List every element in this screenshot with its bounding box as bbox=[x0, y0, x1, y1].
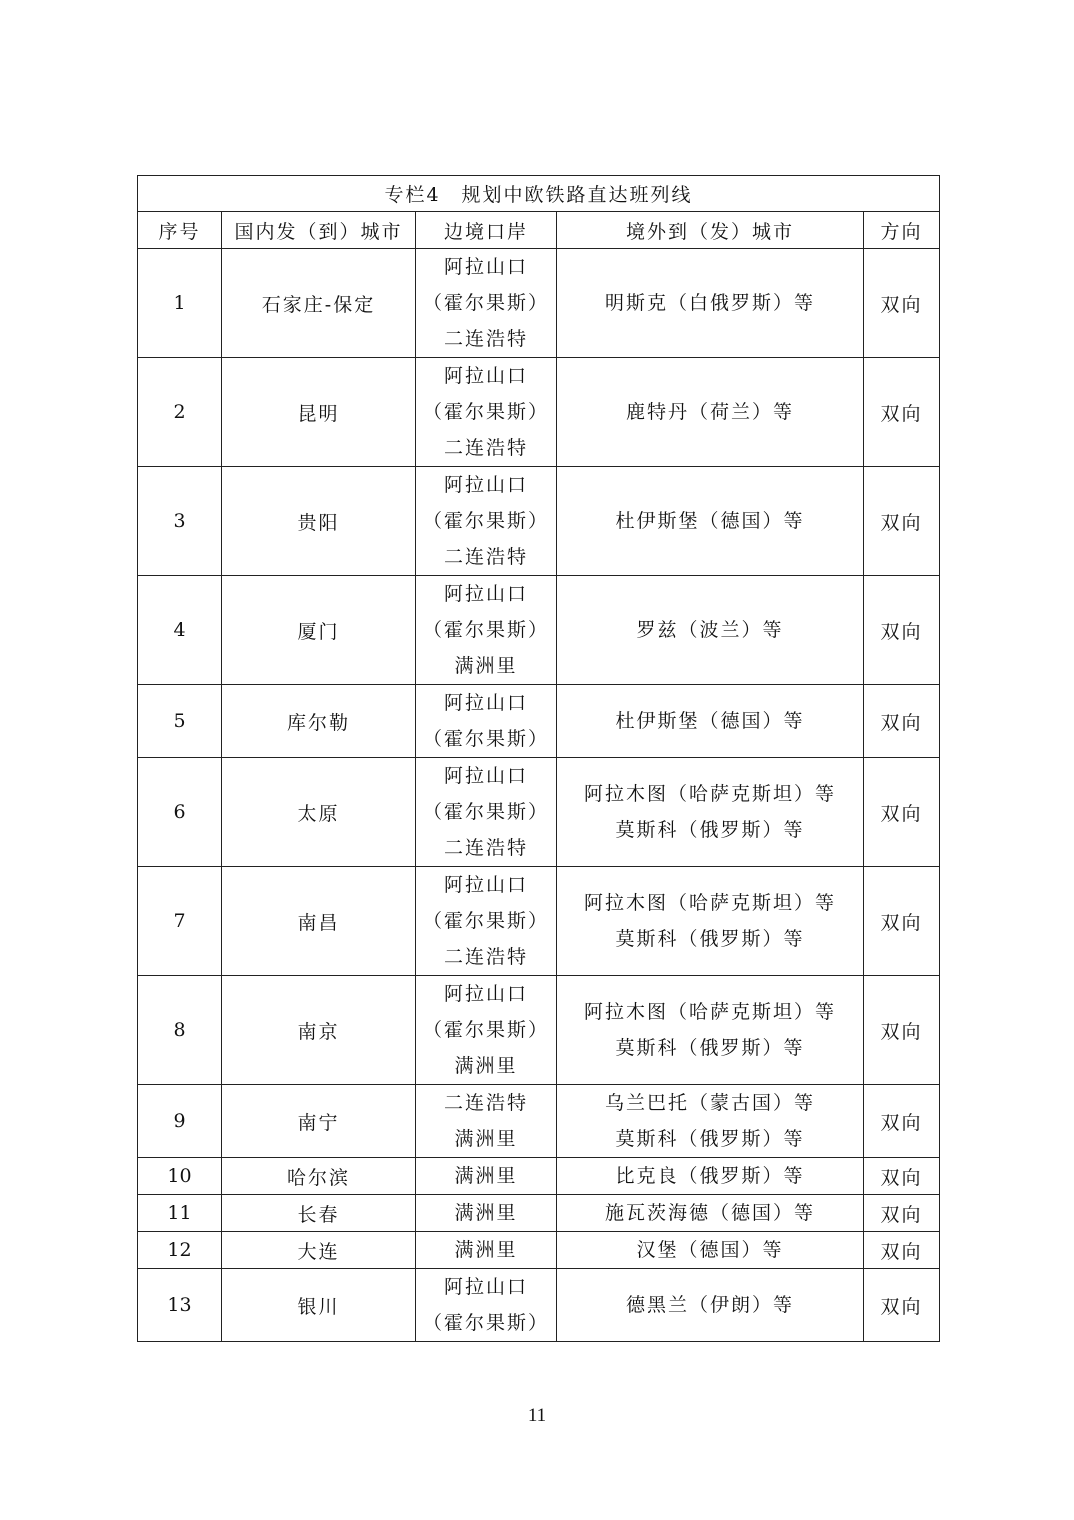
border-port-cell-line: 阿拉山口 bbox=[443, 983, 528, 1005]
border-port-cell bbox=[416, 758, 557, 867]
border-port-cell-line: （霍尔果斯） bbox=[422, 801, 549, 823]
foreign-city-cell-line: 莫斯科（俄罗斯）等 bbox=[615, 1037, 805, 1059]
direction-cell: 双向 bbox=[864, 976, 940, 1085]
table-row bbox=[138, 1195, 940, 1232]
seq-cell: 10 bbox=[138, 1158, 222, 1195]
table-row bbox=[138, 467, 940, 576]
border-port-cell-line: 满洲里 bbox=[454, 1239, 518, 1261]
border-port-cell-line: 满洲里 bbox=[454, 655, 518, 677]
table-row bbox=[138, 867, 940, 976]
border-port-cell bbox=[416, 1158, 557, 1195]
direction-cell: 双向 bbox=[864, 467, 940, 576]
seq-cell: 5 bbox=[138, 685, 222, 758]
border-port-cell-line: 满洲里 bbox=[454, 1202, 518, 1224]
border-port-cell-line: 阿拉山口 bbox=[443, 765, 528, 787]
foreign-city-cell bbox=[557, 1085, 864, 1158]
border-port-cell-line: （霍尔果斯） bbox=[422, 910, 549, 932]
border-port-cell-line: 满洲里 bbox=[454, 1055, 518, 1077]
seq-cell: 2 bbox=[138, 358, 222, 467]
route-table-container bbox=[137, 175, 939, 1342]
border-port-cell-line: （霍尔果斯） bbox=[422, 401, 549, 423]
border-port-cell-line: 二连浩特 bbox=[443, 437, 528, 459]
table-row bbox=[138, 758, 940, 867]
table-row bbox=[138, 576, 940, 685]
border-port-cell-line: （霍尔果斯） bbox=[422, 619, 549, 641]
border-port-cell bbox=[416, 249, 557, 358]
direction-cell: 双向 bbox=[864, 1085, 940, 1158]
border-port-cell-line: （霍尔果斯） bbox=[422, 510, 549, 532]
foreign-city-cell-line: 鹿特丹（荷兰）等 bbox=[625, 401, 794, 423]
direction-cell: 双向 bbox=[864, 576, 940, 685]
direction-cell: 双向 bbox=[864, 1158, 940, 1195]
border-port-cell bbox=[416, 467, 557, 576]
direction-cell: 双向 bbox=[864, 249, 940, 358]
foreign-city-cell-line: 阿拉木图（哈萨克斯坦）等 bbox=[583, 1001, 836, 1023]
table-row bbox=[138, 1158, 940, 1195]
foreign-city-cell bbox=[557, 1269, 864, 1342]
seq-cell: 4 bbox=[138, 576, 222, 685]
border-port-cell-line: 阿拉山口 bbox=[443, 365, 528, 387]
border-port-cell-line: （霍尔果斯） bbox=[422, 292, 549, 314]
foreign-city-cell-line: 莫斯科（俄罗斯）等 bbox=[615, 928, 805, 950]
border-port-cell bbox=[416, 1269, 557, 1342]
direction-cell: 双向 bbox=[864, 1269, 940, 1342]
border-port-cell-line: 二连浩特 bbox=[443, 328, 528, 350]
foreign-city-cell bbox=[557, 467, 864, 576]
border-port-cell-line: （霍尔果斯） bbox=[422, 1312, 549, 1334]
seq-cell: 1 bbox=[138, 249, 222, 358]
foreign-city-cell bbox=[557, 358, 864, 467]
border-port-cell bbox=[416, 867, 557, 976]
foreign-city-cell-line: 莫斯科（俄罗斯）等 bbox=[615, 819, 805, 841]
border-port-cell bbox=[416, 576, 557, 685]
header-row bbox=[138, 212, 940, 249]
border-port-cell-line: 二连浩特 bbox=[443, 546, 528, 568]
border-port-cell-line: （霍尔果斯） bbox=[422, 728, 549, 750]
border-port-cell bbox=[416, 1085, 557, 1158]
table-row bbox=[138, 1085, 940, 1158]
border-port-cell bbox=[416, 685, 557, 758]
border-port-cell-line: 二连浩特 bbox=[443, 1092, 528, 1114]
seq-cell: 11 bbox=[138, 1195, 222, 1232]
border-port-cell-line: 二连浩特 bbox=[443, 837, 528, 859]
domestic-city-cell: 库尔勒 bbox=[222, 685, 416, 758]
foreign-city-cell-line: 杜伊斯堡（德国）等 bbox=[615, 510, 805, 532]
table-row bbox=[138, 1269, 940, 1342]
border-port-cell-line: 阿拉山口 bbox=[443, 256, 528, 278]
foreign-city-cell-line: 杜伊斯堡（德国）等 bbox=[615, 710, 805, 732]
seq-cell: 8 bbox=[138, 976, 222, 1085]
route-table bbox=[137, 175, 940, 1342]
table-row bbox=[138, 249, 940, 358]
border-port-cell-line: 阿拉山口 bbox=[443, 1276, 528, 1298]
direction-cell: 双向 bbox=[864, 867, 940, 976]
seq-cell: 7 bbox=[138, 867, 222, 976]
direction-cell: 双向 bbox=[864, 358, 940, 467]
border-port-cell-line: 满洲里 bbox=[454, 1128, 518, 1150]
domestic-city-cell: 贵阳 bbox=[222, 467, 416, 576]
foreign-city-cell-line: 汉堡（德国）等 bbox=[636, 1239, 784, 1261]
header-border-port: 边境口岸 bbox=[416, 212, 557, 249]
foreign-city-cell-line: 比克良（俄罗斯）等 bbox=[615, 1165, 805, 1187]
domestic-city-cell: 南京 bbox=[222, 976, 416, 1085]
direction-cell: 双向 bbox=[864, 685, 940, 758]
domestic-city-cell: 长春 bbox=[222, 1195, 416, 1232]
foreign-city-cell bbox=[557, 758, 864, 867]
foreign-city-cell-line: 莫斯科（俄罗斯）等 bbox=[615, 1128, 805, 1150]
foreign-city-cell bbox=[557, 576, 864, 685]
border-port-cell-line: 阿拉山口 bbox=[443, 474, 528, 496]
border-port-cell-line: 阿拉山口 bbox=[443, 692, 528, 714]
foreign-city-cell-line: 阿拉木图（哈萨克斯坦）等 bbox=[583, 783, 836, 805]
domestic-city-cell: 银川 bbox=[222, 1269, 416, 1342]
direction-cell: 双向 bbox=[864, 1232, 940, 1269]
direction-cell: 双向 bbox=[864, 758, 940, 867]
seq-cell: 9 bbox=[138, 1085, 222, 1158]
border-port-cell-line: 阿拉山口 bbox=[443, 583, 528, 605]
foreign-city-cell-line: 施瓦茨海德（德国）等 bbox=[604, 1202, 815, 1224]
border-port-cell-line: （霍尔果斯） bbox=[422, 1019, 549, 1041]
border-port-cell-line: 满洲里 bbox=[454, 1165, 518, 1187]
seq-cell: 12 bbox=[138, 1232, 222, 1269]
domestic-city-cell: 石家庄-保定 bbox=[222, 249, 416, 358]
border-port-cell bbox=[416, 1195, 557, 1232]
domestic-city-cell: 昆明 bbox=[222, 358, 416, 467]
border-port-cell-line: 二连浩特 bbox=[443, 946, 528, 968]
domestic-city-cell: 厦门 bbox=[222, 576, 416, 685]
foreign-city-cell-line: 罗兹（波兰）等 bbox=[636, 619, 784, 641]
foreign-city-cell bbox=[557, 685, 864, 758]
foreign-city-cell-line: 明斯克（白俄罗斯）等 bbox=[604, 292, 815, 314]
foreign-city-cell bbox=[557, 1195, 864, 1232]
foreign-city-cell bbox=[557, 249, 864, 358]
table-title: 专栏4 规划中欧铁路直达班列线 bbox=[138, 176, 940, 212]
header-direction: 方向 bbox=[864, 212, 940, 249]
table-row bbox=[138, 976, 940, 1085]
foreign-city-cell-line: 乌兰巴托（蒙古国）等 bbox=[604, 1092, 815, 1114]
table-body bbox=[138, 249, 940, 1342]
seq-cell: 3 bbox=[138, 467, 222, 576]
domestic-city-cell: 大连 bbox=[222, 1232, 416, 1269]
domestic-city-cell: 南昌 bbox=[222, 867, 416, 976]
foreign-city-cell bbox=[557, 976, 864, 1085]
border-port-cell bbox=[416, 1232, 557, 1269]
border-port-cell-line: 阿拉山口 bbox=[443, 874, 528, 896]
table-row bbox=[138, 358, 940, 467]
domestic-city-cell: 太原 bbox=[222, 758, 416, 867]
seq-cell: 13 bbox=[138, 1269, 222, 1342]
foreign-city-cell-line: 阿拉木图（哈萨克斯坦）等 bbox=[583, 892, 836, 914]
page-number: 11 bbox=[527, 1405, 547, 1426]
border-port-cell bbox=[416, 358, 557, 467]
header-foreign-city: 境外到（发）城市 bbox=[557, 212, 864, 249]
domestic-city-cell: 南宁 bbox=[222, 1085, 416, 1158]
seq-cell: 6 bbox=[138, 758, 222, 867]
table-row bbox=[138, 1232, 940, 1269]
foreign-city-cell bbox=[557, 1158, 864, 1195]
header-domestic-city: 国内发（到）城市 bbox=[222, 212, 416, 249]
direction-cell: 双向 bbox=[864, 1195, 940, 1232]
domestic-city-cell: 哈尔滨 bbox=[222, 1158, 416, 1195]
table-row bbox=[138, 685, 940, 758]
foreign-city-cell bbox=[557, 867, 864, 976]
header-seq: 序号 bbox=[138, 212, 222, 249]
foreign-city-cell-line: 德黑兰（伊朗）等 bbox=[625, 1294, 794, 1316]
border-port-cell bbox=[416, 976, 557, 1085]
foreign-city-cell bbox=[557, 1232, 864, 1269]
